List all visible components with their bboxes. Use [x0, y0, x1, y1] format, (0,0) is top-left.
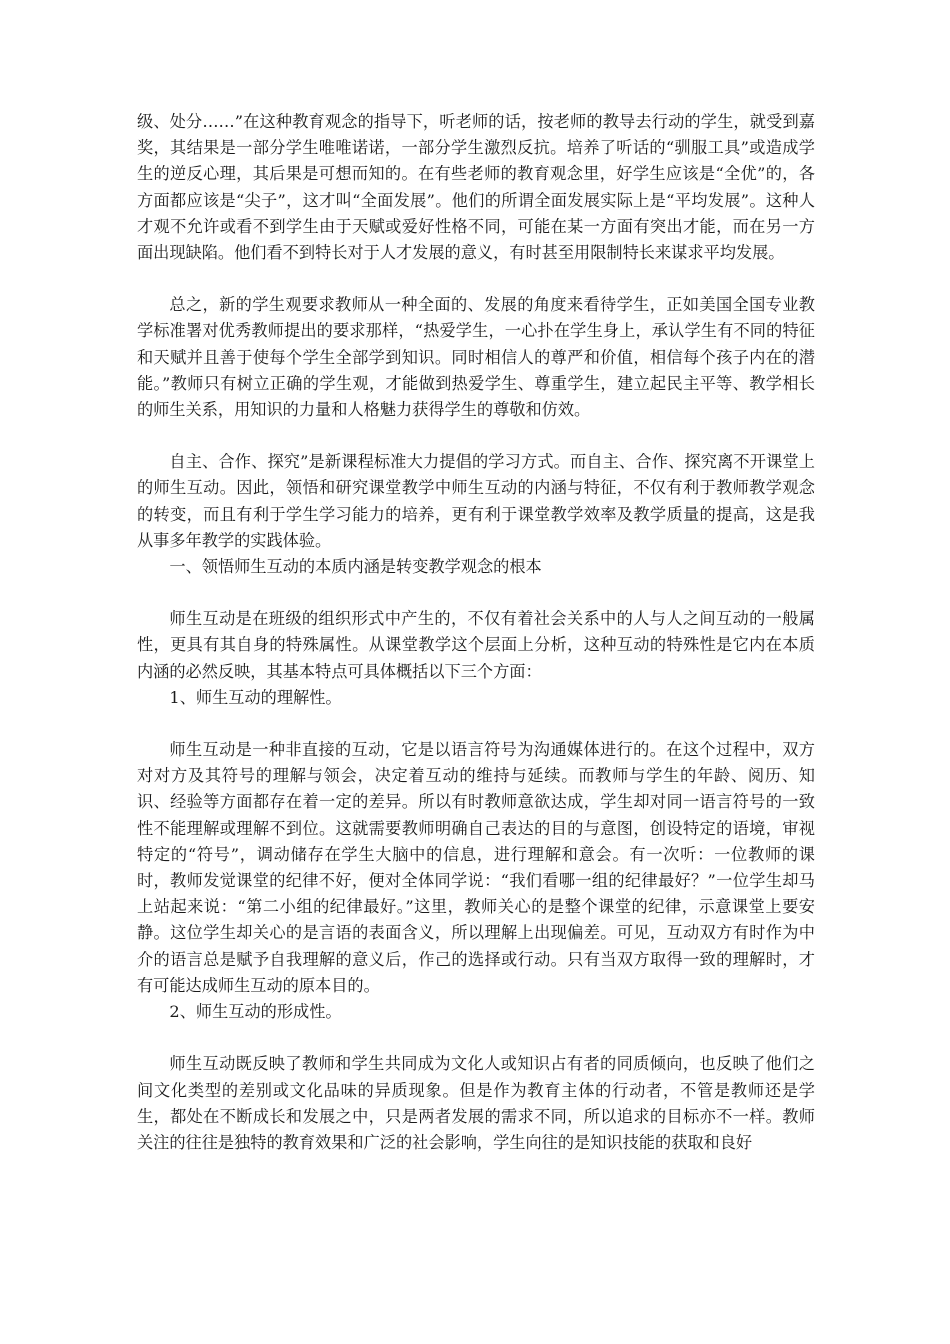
paragraph-learning-methods: 自主、合作、探究”是新课程标准大力提倡的学习方式。而自主、合作、探究离不开课堂上的师生互动。因此，领悟和研究课堂教学中师生互动的内涵与特征，不仅有利于教师教学观念的转变，而且有利于学生学习能力的培养，更有利于课堂教学效率及教学质量的提高，这是我从事多年教学的实践体验。 — [137, 452, 815, 550]
paragraph-formation: 师生互动既反映了教师和学生共同成为文化人或知识占有者的同质倾向，也反映了他们之间文化类型的差别或文化品味的异质现象。但是作为教育主体的行动者，不管是教师还是学生，都处在不断成长和发展之中，只是两者发展的需求不同，所以追求的目标亦不一样。教师关注的往往是独特的教育效果和广泛的社会影响，学生向往的是知识技能的获取和良好 — [137, 1054, 815, 1152]
document-page — [137, 109, 815, 1156]
subheading-understanding: 1、师生互动的理解性。 — [169, 687, 342, 707]
paragraph-understanding: 师生互动是一种非直接的互动，它是以语言符号为沟通媒体进行的。在这个过程中，双方对对方及其符号的理解与领会，决定着互动的维持与延续。而教师与学生的年龄、阅历、知识、经验等方面都存在着一定的差异。所以有时教师意欲达成，学生却对同一语言符号的一致性不能理解或理解不到位。这就需要教师明确自己表达的目的与意图，创设特定的语境，审视特定的“符号”，调动储存在学生大脑中的信息，进行理解和意会。有一次听：一位教师的课时，教师发觉课堂的纪律不好，便对全体同学说：“我们看哪一组的纪律最好？”一位学生却马上站起来说：“第二小组的纪律最好。”这里，教师关心的是整个课堂的纪律，示意课堂上要安静。这位学生却关心的是言语的表面含义，所以理解上出现偏差。可见，互动双方有时作为中介的语言总是赋予自我理解的意义后，作己的选择或行动。只有当双方取得一致的理解时，才有可能达成师生互动的原本目的。 — [137, 740, 815, 995]
subheading-formation: 2、师生互动的形成性。 — [169, 1002, 342, 1022]
paragraph-summary: 总之，新的学生观要求教师从一种全面的、发展的角度来看待学生，正如美国全国专业教学标准署对优秀教师提出的要求那样，“热爱学生，一心扑在学生身上，承认学生有不同的特征和天赋并且善于使每个学生全部学到知识。同时相信人的尊严和价值，相信每个孩子内在的潜能。”教师只有树立正确的学生观，才能做到热爱学生、尊重学生，建立起民主平等、教学相长的师生关系，用知识的力量和人格魅力获得学生的尊敬和仿效。 — [137, 295, 815, 420]
section-heading-1: 一、领悟师生互动的本质内涵是转变教学观念的根本 — [169, 557, 542, 577]
paragraph-continued: 级、处分……”在这种教育观念的指导下，听老师的话，按老师的教导去行动的学生，就受到嘉奖，其结果是一部分学生唯唯诺诺，一部分学生激烈反抗。培养了听话的“驯服工具”或造成学生的逆反心理，其后果是可想而知的。在有些老师的教育观念里，好学生应该是“全优”的，各方面都应该是“尖子”，这才叫“全面发展”。他们的所谓全面发展实际上是“平均发展”。这种人才观不允许或看不到学生由于天赋或爱好性格不同，可能在某一方面有突出才能，而在另一方面出现缺陷。他们看不到特长对于人才发展的意义，有时甚至用限制特长来谋求平均发展。 — [137, 112, 815, 263]
paragraph-interaction-nature: 师生互动是在班级的组织形式中产生的，不仅有着社会关系中的人与人之间互动的一般属性，更具有其自身的特殊属性。从课堂教学这个层面上分析，这种互动的特殊性是它内在本质内涵的必然反映，其基本特点可具体概括以下三个方面： — [137, 609, 815, 681]
